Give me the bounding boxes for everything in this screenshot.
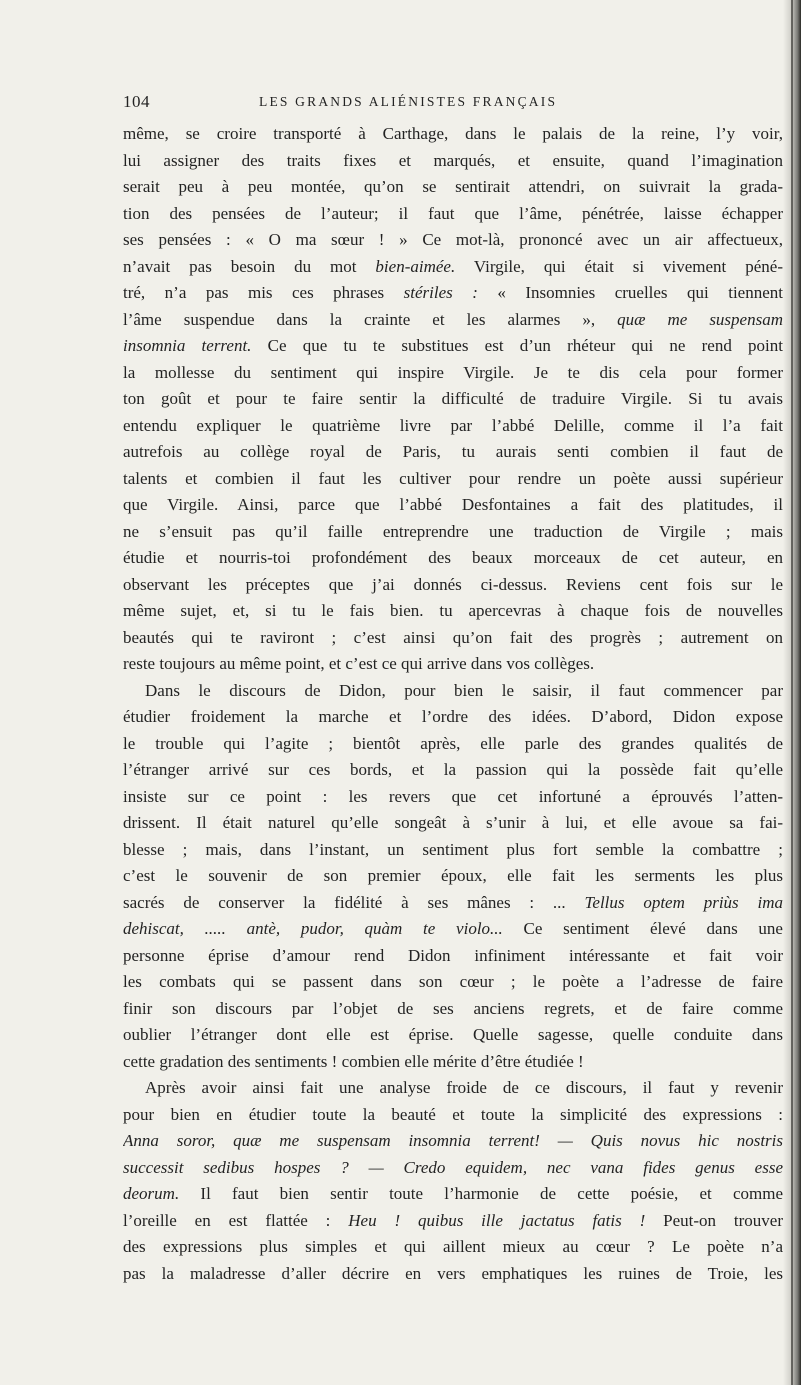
text-segment: ne s’ensuit pas qu’il faille entreprendre une traduction de Virgile ; mais — [123, 521, 783, 541]
text-line — [123, 996, 783, 1023]
text-line — [123, 837, 783, 864]
text-line — [123, 598, 783, 625]
italic-text: bien-aimée. — [375, 256, 456, 276]
text-line — [123, 1234, 783, 1261]
running-title: LES GRANDS ALIÉNISTES FRANÇAIS — [259, 94, 558, 109]
text-line — [123, 784, 783, 811]
text-line — [123, 148, 783, 175]
text-line — [123, 757, 783, 784]
text-line — [123, 916, 783, 943]
text-segment: cette gradation des sentiments ! combien elle mérite d’être étudiée ! — [123, 1051, 584, 1071]
page-number: 104 — [123, 92, 150, 111]
text-line — [123, 1208, 783, 1235]
text-line — [123, 201, 783, 228]
text-segment: la mollesse du sentiment qui inspire Virgile. Je te dis cela pour former — [123, 362, 783, 382]
text-line — [123, 174, 783, 201]
text-segment: ses pensées : « O ma sœur ! » Ce mot-là, prononcé avec un air affectueux, — [123, 230, 783, 249]
text-segment: que Virgile. Ainsi, parce que l’abbé Desfontaines a fait des platitudes, il — [123, 495, 783, 514]
text-line — [123, 466, 783, 493]
text-segment: Ce que tu te substitues est d’un rhéteur qui ne rend point — [251, 336, 783, 355]
text-line — [123, 492, 783, 519]
text-segment: Il faut bien sentir toute l’harmonie de cette poésie, et comme — [179, 1184, 783, 1203]
text-segment: autrefois au collège royal de Paris, tu aurais senti combien il faut de — [123, 442, 783, 461]
text-segment: n’avait pas besoin du mot — [123, 256, 376, 276]
italic-text: deorum. — [123, 1184, 180, 1203]
text-line — [123, 227, 783, 254]
text-segment: serait peu à peu montée, qu’on se sentirait attendri, on suivrait la grada- — [123, 177, 783, 196]
text-segment: Après avoir ainsi fait une analyse froide de ce discours, il faut y revenir — [145, 1078, 783, 1097]
text-segment: pas la maladresse d’aller décrire en vers emphatiques les ruines de Troie, les — [123, 1263, 783, 1283]
text-segment: les combats qui se passent dans son cœur ; le poète a l’adresse de faire — [123, 972, 783, 991]
text-line — [123, 545, 783, 572]
text-segment: ton goût et pour te faire sentir la difficulté de traduire Virgile. Si tu avais — [123, 389, 783, 408]
text-line — [123, 1181, 783, 1208]
text-line — [123, 572, 783, 599]
text-line — [123, 1049, 783, 1076]
text-segment: Dans le discours de Didon, pour bien le saisir, il faut commencer par — [145, 680, 783, 700]
text-segment: sacrés de conserver la fidélité à ses mânes : ... — [123, 892, 585, 912]
text-segment: entendu expliquer le quatrième livre par l’abbé Delille, comme il l’a fait — [123, 415, 783, 435]
text-segment: talents et combien il faut les cultiver pour rendre un poète aussi supérieur — [123, 468, 783, 488]
text-line — [123, 333, 783, 360]
text-segment: pour bien en étudier toute la beauté et toute la simplicité des expressions : — [123, 1104, 783, 1124]
text-segment: finir son discours par l’objet de ses anciens regrets, et de faire comme — [123, 998, 783, 1018]
italic-text: dehiscat, ..... antè, pudor, quàm te violo... — [123, 919, 503, 938]
text-segment: personne éprise d’amour rend Didon infiniment intéressante et fait voir — [123, 945, 783, 965]
page-edge-line — [791, 0, 793, 1385]
text-segment: tion des pensées de l’auteur; il faut que l’âme, pénétrée, laisse échapper — [123, 203, 783, 223]
text-line — [123, 1075, 783, 1102]
italic-text: insomnia terrent. — [123, 336, 252, 355]
text-segment: insiste sur ce point : les revers que cet infortuné a éprouvés l’atten- — [123, 786, 783, 806]
text-line — [123, 439, 783, 466]
text-line — [123, 386, 783, 413]
text-line — [123, 519, 783, 546]
italic-text: stériles : — [403, 283, 478, 302]
text-line — [123, 625, 783, 652]
text-segment: oublier l’étranger dont elle est éprise. Quelle sagesse, quelle conduite dans — [123, 1025, 783, 1044]
text-segment: l’âme suspendue dans la crainte et les alarmes », — [123, 309, 618, 329]
text-line — [123, 704, 783, 731]
text-segment: c’est le souvenir de son premier époux, elle fait les serments les plus — [123, 866, 783, 885]
text-line — [123, 280, 783, 307]
text-segment: étudier froidement la marche et l’ordre des idées. D’abord, Didon expose — [123, 707, 783, 726]
text-line — [123, 121, 783, 148]
text-segment: Virgile, qui était si vivement péné- — [455, 256, 783, 276]
text-line — [123, 413, 783, 440]
text-segment: Ce sentiment élevé dans une — [502, 919, 783, 938]
text-line — [123, 810, 783, 837]
text-segment: drissent. Il était naturel qu’elle songeât à s’unir à lui, et elle avoue sa fai- — [123, 813, 783, 832]
text-line — [123, 1155, 783, 1182]
text-line — [123, 890, 783, 917]
text-line — [123, 943, 783, 970]
text-line — [123, 254, 783, 281]
text-segment: l’étranger arrivé sur ces bords, et la passion qui la possède fait qu’elle — [123, 760, 783, 779]
text-segment: le trouble qui l’agite ; bientôt après, elle parle des grandes qualités de — [123, 733, 783, 753]
text-segment: reste toujours au même point, et c’est ce qui arrive dans vos collèges. — [123, 654, 595, 673]
text-line — [123, 678, 783, 705]
italic-text: Anna soror, quæ me suspensam insomnia terrent! — Quis novus hic nostris — [123, 1131, 783, 1150]
italic-text: Tellus optem priùs ima — [584, 892, 783, 912]
text-line — [123, 1102, 783, 1129]
text-line — [123, 969, 783, 996]
text-segment: l’oreille en est flattée : — [123, 1210, 349, 1230]
text-segment: lui assigner des traits fixes et marqués, et ensuite, quand l’imagination — [123, 150, 783, 170]
text-segment: blesse ; mais, dans l’instant, un sentiment plus fort semble la combattre ; — [123, 839, 783, 859]
text-segment: même, se croire transporté à Carthage, dans le palais de la reine, l’y voir, — [123, 124, 783, 143]
italic-text: Heu ! quibus ille jactatus fatis ! — [348, 1210, 646, 1230]
text-line — [123, 731, 783, 758]
body-text — [123, 121, 783, 1287]
text-segment: Peut-on trouver — [645, 1210, 783, 1230]
text-line — [123, 651, 783, 678]
text-line — [123, 863, 783, 890]
text-segment: étudie et nourris-toi profondément des beaux morceaux de cet auteur, en — [123, 548, 783, 567]
text-line — [123, 1128, 783, 1155]
text-segment: beautés qui te raviront ; c’est ainsi qu’on fait des progrès ; autrement on — [123, 627, 783, 647]
text-line — [123, 1261, 783, 1288]
text-segment: observant les préceptes que j’ai donnés ci-dessus. Reviens cent fois sur le — [123, 574, 783, 594]
italic-text: quæ me suspensam — [617, 309, 783, 329]
text-segment: des expressions plus simples et qui aillent mieux au cœur ? Le poète n’a — [123, 1237, 783, 1256]
text-line — [123, 1022, 783, 1049]
text-segment: même sujet, et, si tu le fais bien. tu apercevras à chaque fois de nouvelles — [123, 601, 783, 620]
text-segment: tré, n’a pas mis ces phrases — [123, 283, 404, 302]
text-line — [123, 360, 783, 387]
text-segment: « Insomnies cruelles qui tiennent — [477, 283, 783, 302]
italic-text: successit sedibus hospes ? — Credo equidem, nec vana fides genus esse — [123, 1157, 783, 1177]
text-line — [123, 307, 783, 334]
page-header — [123, 92, 783, 114]
